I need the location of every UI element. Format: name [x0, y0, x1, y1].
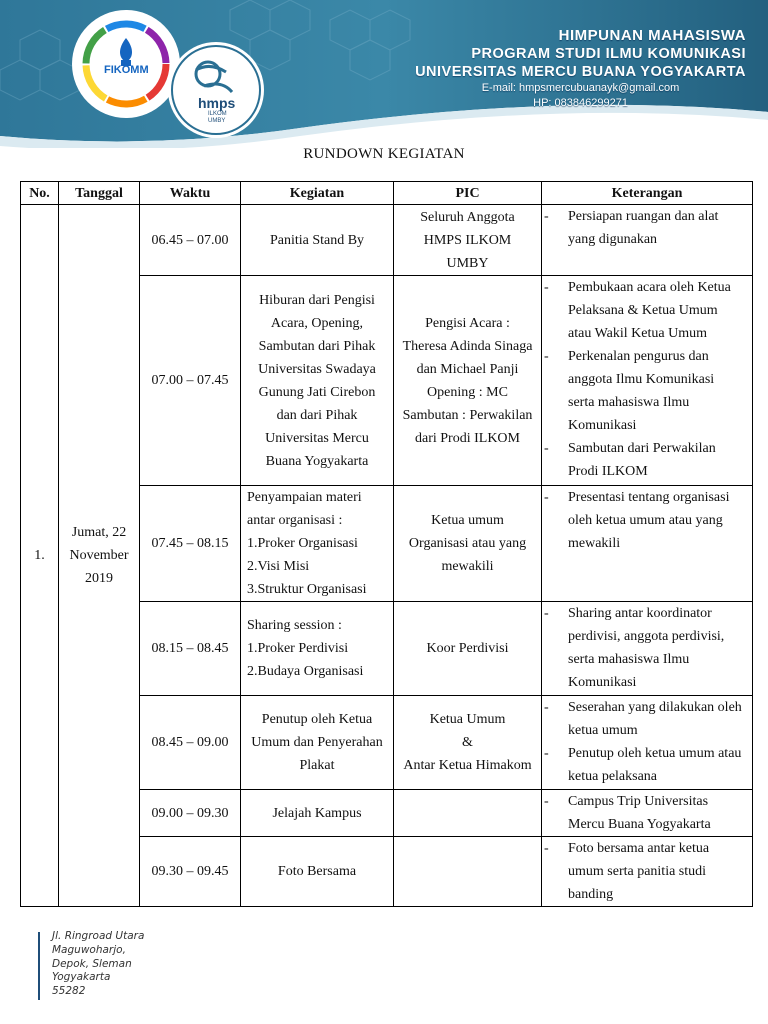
- header-waktu: Waktu: [140, 182, 241, 205]
- address-text: Jl. Ringroad Utara Maguwoharjo, Depok, Sleman Yogyakarta 55282: [52, 930, 145, 998]
- cell-keterangan: [542, 602, 753, 696]
- cell-waktu: 06.45 – 07.00: [140, 205, 241, 276]
- keterangan-item: - Foto bersama antar ketua umum serta panitia studi banding: [544, 837, 749, 906]
- org-phone: HP: 083846299271: [533, 97, 628, 109]
- cell-kegiatan: Penyampaian materi antar organisasi : 1.Proker Organisasi 2.Visi Misi 3.Struktur Organisasi: [241, 486, 394, 602]
- cell-pic: [394, 790, 542, 837]
- cell-kegiatan: Foto Bersama: [241, 837, 394, 907]
- document-title: RUNDOWN KEGIATAN: [303, 146, 465, 162]
- cell-kegiatan: Hiburan dari Pengisi Acara, Opening, Sambutan dari Pihak Universitas Swadaya Gunung Jati Cirebon dan dari Pihak Universitas Mercu Buana Yogyakarta: [241, 276, 394, 486]
- kegiatan-list-item: 2.Visi Misi: [247, 559, 310, 574]
- cell-keterangan: [542, 205, 753, 276]
- cell-keterangan: [542, 486, 753, 602]
- cell-keterangan: [542, 696, 753, 790]
- cell-keterangan: [542, 837, 753, 907]
- cell-pic: Pengisi Acara : Theresa Adinda Sinaga dan Michael Panji Opening : MC Sambutan : Perwakilan dari Prodi ILKOM: [394, 276, 542, 486]
- keterangan-item: - Sambutan dari Perwakilan Prodi ILKOM: [544, 437, 749, 483]
- kegiatan-list-item: 1.Proker Perdivisi: [247, 641, 349, 656]
- keterangan-item: - Sharing antar koordinator perdivisi, anggota perdivisi, serta mahasiswa Ilmu Komunikasi: [544, 602, 749, 694]
- table-row: [21, 205, 753, 276]
- cell-kegiatan: Panitia Stand By: [241, 205, 394, 276]
- kegiatan-list-item: 1.Proker Organisasi: [247, 536, 358, 551]
- cell-waktu: 07.00 – 07.45: [140, 276, 241, 486]
- keterangan-item: - Perkenalan pengurus dan anggota Ilmu Komunikasi serta mahasiswa Ilmu Komunikasi: [544, 345, 749, 437]
- cell-waktu: 08.45 – 09.00: [140, 696, 241, 790]
- keterangan-item: - Penutup oleh ketua umum atau ketua pelaksana: [544, 742, 749, 788]
- cell-waktu: 08.15 – 08.45: [140, 602, 241, 696]
- cell-waktu: 07.45 – 08.15: [140, 486, 241, 602]
- organization-block: [415, 26, 746, 111]
- keterangan-item: - Pembukaan acara oleh Ketua Pelaksana & Ketua Umum atau Wakil Ketua Umum: [544, 276, 749, 345]
- table-header-row: [21, 182, 753, 205]
- org-name-line3: UNIVERSITAS MERCU BUANA YOGYAKARTA: [415, 64, 746, 80]
- keterangan-item: - Campus Trip Universitas Mercu Buana Yogyakarta: [544, 790, 749, 836]
- cell-pic: Ketua Umum & Antar Ketua Himakom: [394, 696, 542, 790]
- cell-tanggal: Jumat, 22 November 2019: [59, 205, 140, 907]
- header-kegiatan: Kegiatan: [241, 182, 394, 205]
- cell-keterangan: [542, 276, 753, 486]
- cell-kegiatan: Sharing session : 1.Proker Perdivisi 2.Budaya Organisasi: [241, 602, 394, 696]
- rundown-table: [20, 181, 753, 907]
- cell-keterangan: [542, 790, 753, 837]
- hmps-logo-text: hmps: [198, 95, 236, 111]
- cell-pic: Koor Perdivisi: [394, 602, 542, 696]
- fikomm-logo-text: FIKOMM: [104, 64, 149, 76]
- hmps-logo-subtext: ILKOM UMBY: [208, 111, 227, 124]
- cell-pic: [394, 837, 542, 907]
- header-keterangan: Keterangan: [542, 182, 753, 205]
- cell-no: 1.: [21, 205, 59, 907]
- kegiatan-list-item: 3.Struktur Organisasi: [247, 582, 367, 597]
- footer-accent-bar: [38, 932, 40, 1000]
- letterhead-banner: [0, 0, 768, 148]
- cell-kegiatan: Penutup oleh Ketua Umum dan Penyerahan Plakat: [241, 696, 394, 790]
- header-no: No.: [21, 182, 59, 205]
- address-footer: [38, 930, 168, 1002]
- keterangan-item: - Persiapan ruangan dan alat yang digunakan: [544, 205, 749, 251]
- header-tanggal: Tanggal: [59, 182, 140, 205]
- cell-pic: Ketua umum Organisasi atau yang mewakili: [394, 486, 542, 602]
- org-email: E-mail: hmpsmercubuanayk@gmail.com: [481, 82, 680, 94]
- keterangan-item: - Seserahan yang dilakukan oleh ketua umum: [544, 696, 749, 742]
- keterangan-item: - Presentasi tentang organisasi oleh ketua umum atau yang mewakili: [544, 486, 749, 555]
- org-name-line2: PROGRAM STUDI ILMU KOMUNIKASI: [471, 46, 746, 62]
- header-pic: PIC: [394, 182, 542, 205]
- cell-waktu: 09.00 – 09.30: [140, 790, 241, 837]
- org-name-line1: HIMPUNAN MAHASISWA: [558, 27, 746, 44]
- cell-pic: Seluruh Anggota HMPS ILKOM UMBY: [394, 205, 542, 276]
- cell-waktu: 09.30 – 09.45: [140, 837, 241, 907]
- cell-kegiatan: Jelajah Kampus: [241, 790, 394, 837]
- kegiatan-list-item: 2.Budaya Organisasi: [247, 664, 364, 679]
